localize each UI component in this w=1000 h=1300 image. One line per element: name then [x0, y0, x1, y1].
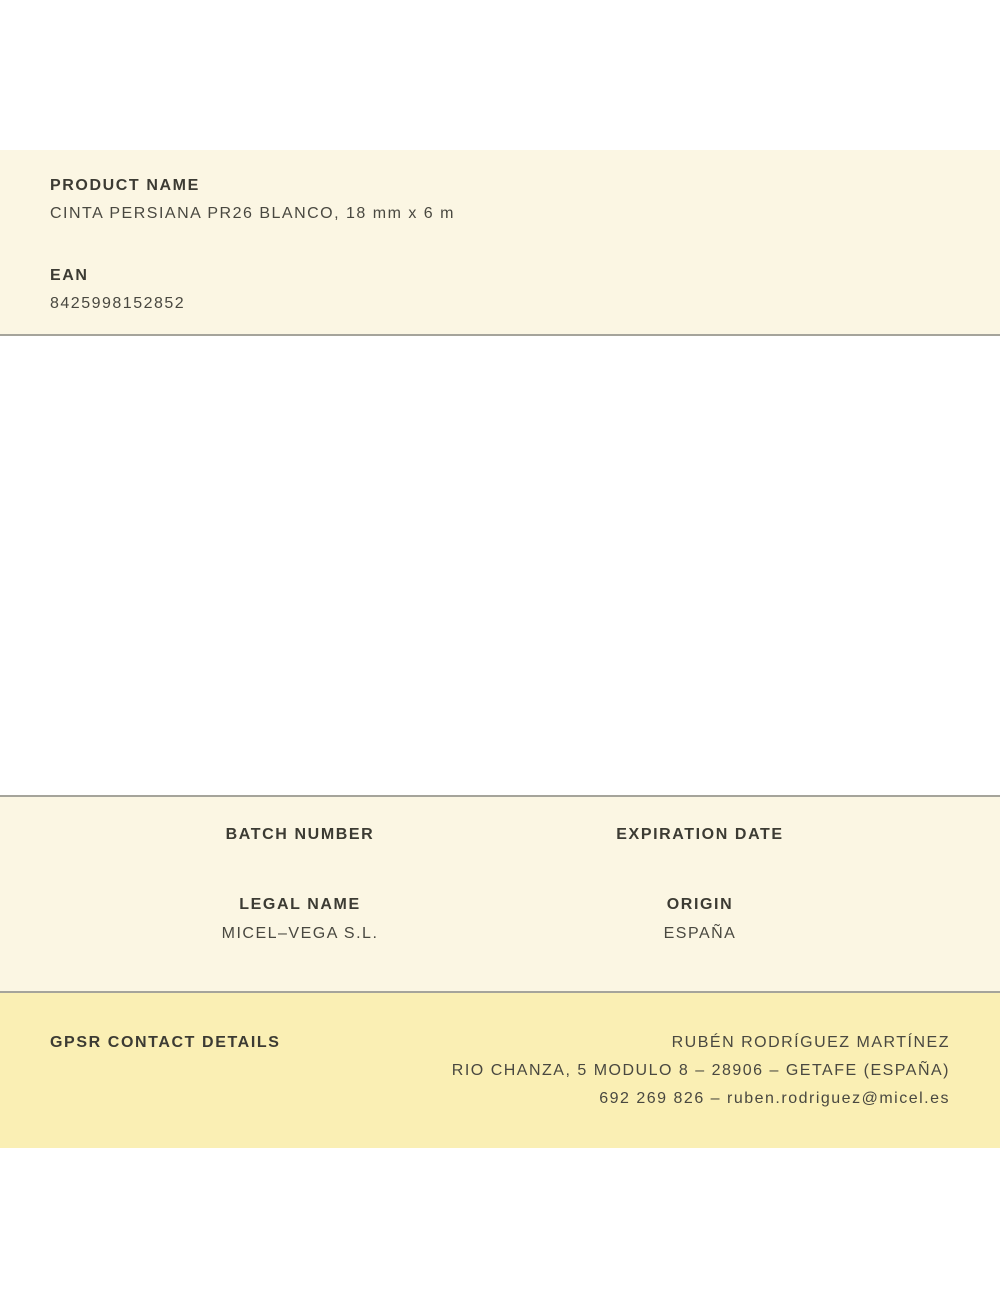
contact-phone-email: 692 269 826 – ruben.rodriguez@micel.es: [599, 1090, 950, 1107]
expiration-date-label: EXPIRATION DATE: [616, 826, 784, 843]
batch-origin-panel: [0, 795, 1000, 993]
contact-address: RIO CHANZA, 5 MODULO 8 – 28906 – GETAFE (ESPAÑA): [451, 1062, 950, 1079]
ean-field: [50, 266, 950, 314]
legal-name-label: LEGAL NAME: [239, 896, 361, 913]
origin-value: ESPAÑA: [663, 925, 737, 942]
origin-field: [500, 895, 900, 944]
product-name-field: [50, 176, 950, 224]
legal-name-field: [100, 895, 500, 944]
gpsr-contact-panel: [0, 993, 1000, 1148]
product-name-label: PRODUCT NAME: [50, 177, 200, 194]
gpsr-contact-block: [452, 1029, 950, 1113]
ean-label: EAN: [50, 267, 89, 284]
product-name-value: CINTA PERSIANA PR26 BLANCO, 18 mm x 6 m: [50, 205, 455, 222]
batch-origin-grid: [100, 825, 900, 944]
gpsr-contact-label: GPSR CONTACT DETAILS: [50, 1034, 281, 1051]
batch-number-label: BATCH NUMBER: [225, 826, 375, 843]
product-panel: [0, 150, 1000, 336]
contact-person-name: RUBÉN RODRÍGUEZ MARTÍNEZ: [671, 1034, 950, 1051]
expiration-date-field: [500, 825, 900, 854]
ean-value: 8425998152852: [50, 295, 186, 312]
batch-number-field: [100, 825, 500, 854]
legal-name-value: MICEL–VEGA S.L.: [221, 925, 379, 942]
origin-label: ORIGIN: [666, 896, 734, 913]
